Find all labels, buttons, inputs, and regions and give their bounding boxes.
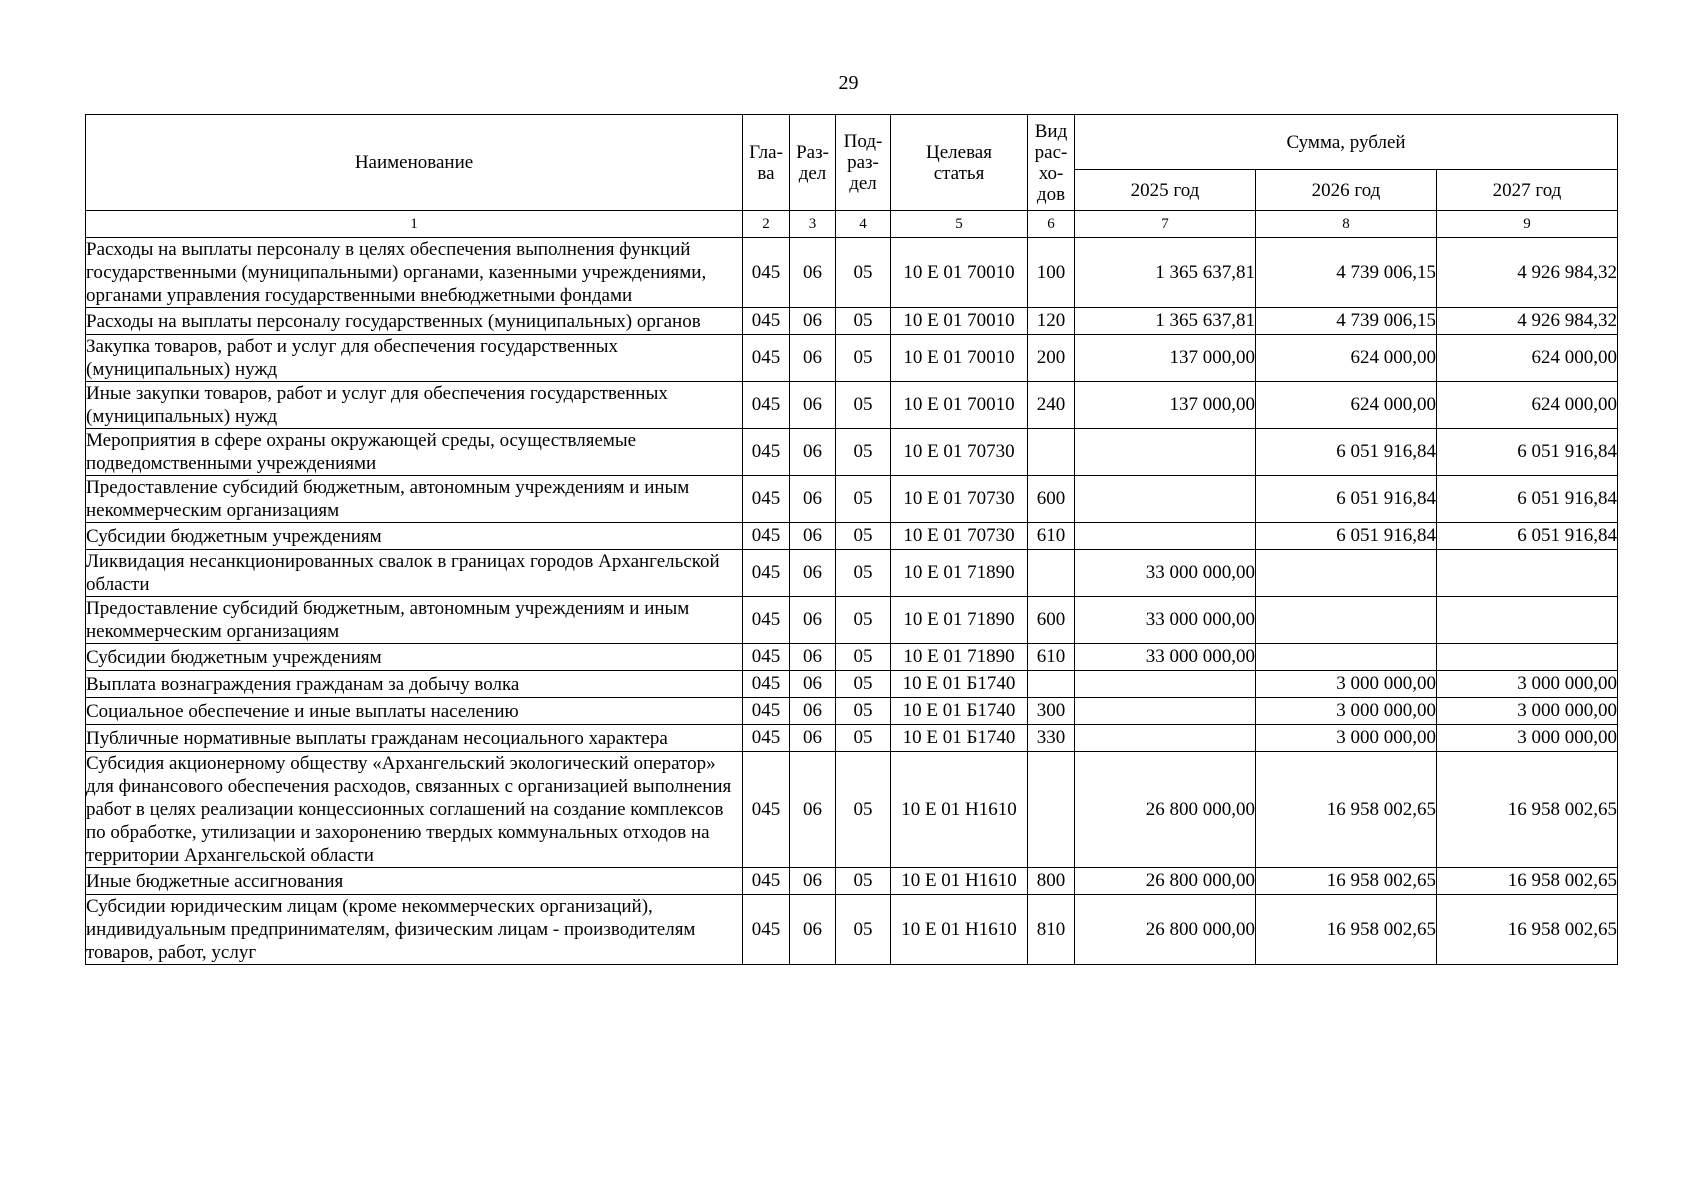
row-sum-2026: 4 739 006,15 bbox=[1256, 308, 1437, 335]
row-glava: 045 bbox=[743, 597, 790, 644]
table-row bbox=[86, 671, 1618, 698]
header-celevaya-statya: Целевая статья bbox=[891, 115, 1028, 211]
row-glava: 045 bbox=[743, 523, 790, 550]
budget-table bbox=[85, 114, 1618, 965]
row-name: Иные закупки товаров, работ и услуг для обеспечения государственных (муниципальных) нужд bbox=[86, 382, 743, 429]
table-row bbox=[86, 429, 1618, 476]
table-row bbox=[86, 644, 1618, 671]
row-celevaya-statya: 10 Е 01 Н1610 bbox=[891, 895, 1028, 965]
row-glava: 045 bbox=[743, 476, 790, 523]
row-podrazdel: 05 bbox=[836, 550, 891, 597]
row-vid-rashodov: 240 bbox=[1028, 382, 1075, 429]
row-podrazdel: 05 bbox=[836, 644, 891, 671]
table-row bbox=[86, 752, 1618, 868]
row-sum-2026: 6 051 916,84 bbox=[1256, 476, 1437, 523]
column-number: 3 bbox=[790, 211, 836, 238]
row-glava: 045 bbox=[743, 868, 790, 895]
row-razdel: 06 bbox=[790, 895, 836, 965]
row-celevaya-statya: 10 Е 01 70010 bbox=[891, 308, 1028, 335]
row-name: Иные бюджетные ассигнования bbox=[86, 868, 743, 895]
row-glava: 045 bbox=[743, 238, 790, 308]
row-vid-rashodov: 610 bbox=[1028, 523, 1075, 550]
row-podrazdel: 05 bbox=[836, 523, 891, 550]
row-vid-rashodov: 800 bbox=[1028, 868, 1075, 895]
table-row bbox=[86, 382, 1618, 429]
row-name: Выплата вознаграждения гражданам за добычу волка bbox=[86, 671, 743, 698]
row-name: Ликвидация несанкционированных свалок в границах городов Архангельской области bbox=[86, 550, 743, 597]
table-row bbox=[86, 238, 1618, 308]
row-vid-rashodov: 100 bbox=[1028, 238, 1075, 308]
row-sum-2027: 16 958 002,65 bbox=[1437, 752, 1618, 868]
row-sum-2026: 4 739 006,15 bbox=[1256, 238, 1437, 308]
row-sum-2025: 1 365 637,81 bbox=[1075, 308, 1256, 335]
row-sum-2025 bbox=[1075, 725, 1256, 752]
row-sum-2027: 624 000,00 bbox=[1437, 382, 1618, 429]
column-number: 2 bbox=[743, 211, 790, 238]
row-celevaya-statya: 10 Е 01 Н1610 bbox=[891, 752, 1028, 868]
row-sum-2027: 6 051 916,84 bbox=[1437, 523, 1618, 550]
row-sum-2025: 33 000 000,00 bbox=[1075, 597, 1256, 644]
row-celevaya-statya: 10 Е 01 71890 bbox=[891, 644, 1028, 671]
row-vid-rashodov: 200 bbox=[1028, 335, 1075, 382]
row-sum-2025: 26 800 000,00 bbox=[1075, 895, 1256, 965]
row-podrazdel: 05 bbox=[836, 382, 891, 429]
row-razdel: 06 bbox=[790, 671, 836, 698]
row-razdel: 06 bbox=[790, 335, 836, 382]
row-glava: 045 bbox=[743, 382, 790, 429]
row-glava: 045 bbox=[743, 698, 790, 725]
row-sum-2026: 624 000,00 bbox=[1256, 382, 1437, 429]
row-name: Расходы на выплаты персоналу государственных (муниципальных) органов bbox=[86, 308, 743, 335]
row-sum-2027 bbox=[1437, 644, 1618, 671]
row-celevaya-statya: 10 Е 01 70730 bbox=[891, 476, 1028, 523]
row-name: Субсидии бюджетным учреждениям bbox=[86, 523, 743, 550]
page-number: 29 bbox=[838, 72, 859, 94]
header-summa: Сумма, рублей bbox=[1075, 115, 1618, 170]
row-sum-2027 bbox=[1437, 550, 1618, 597]
row-name: Закупка товаров, работ и услуг для обеспечения государственных (муниципальных) нужд bbox=[86, 335, 743, 382]
row-sum-2025 bbox=[1075, 698, 1256, 725]
row-razdel: 06 bbox=[790, 550, 836, 597]
table-row bbox=[86, 335, 1618, 382]
header-year-2025: 2025 год bbox=[1075, 170, 1256, 211]
row-sum-2025: 26 800 000,00 bbox=[1075, 752, 1256, 868]
row-razdel: 06 bbox=[790, 597, 836, 644]
table-row bbox=[86, 698, 1618, 725]
column-number: 6 bbox=[1028, 211, 1075, 238]
row-vid-rashodov: 610 bbox=[1028, 644, 1075, 671]
column-number: 1 bbox=[86, 211, 743, 238]
row-podrazdel: 05 bbox=[836, 597, 891, 644]
row-sum-2027: 3 000 000,00 bbox=[1437, 671, 1618, 698]
row-name: Расходы на выплаты персоналу в целях обеспечения выполнения функций государственными (муниципальными) органами, казенными учреждениями, органами управления государственными внебюджетными фондами bbox=[86, 238, 743, 308]
row-name: Публичные нормативные выплаты гражданам несоциального характера bbox=[86, 725, 743, 752]
table-row bbox=[86, 308, 1618, 335]
row-podrazdel: 05 bbox=[836, 671, 891, 698]
row-vid-rashodov bbox=[1028, 429, 1075, 476]
row-sum-2025: 137 000,00 bbox=[1075, 335, 1256, 382]
row-sum-2027: 16 958 002,65 bbox=[1437, 895, 1618, 965]
row-sum-2026: 3 000 000,00 bbox=[1256, 725, 1437, 752]
row-sum-2026: 16 958 002,65 bbox=[1256, 752, 1437, 868]
row-celevaya-statya: 10 Е 01 Б1740 bbox=[891, 698, 1028, 725]
row-name: Субсидии юридическим лицам (кроме некоммерческих организаций), индивидуальным предпринимателям, физическим лицам - производителям товаров, работ, услуг bbox=[86, 895, 743, 965]
row-name: Субсидии бюджетным учреждениям bbox=[86, 644, 743, 671]
row-sum-2026 bbox=[1256, 597, 1437, 644]
row-celevaya-statya: 10 Е 01 71890 bbox=[891, 550, 1028, 597]
row-sum-2027: 3 000 000,00 bbox=[1437, 698, 1618, 725]
row-vid-rashodov: 330 bbox=[1028, 725, 1075, 752]
table-row bbox=[86, 725, 1618, 752]
row-podrazdel: 05 bbox=[836, 308, 891, 335]
row-glava: 045 bbox=[743, 725, 790, 752]
table-row bbox=[86, 523, 1618, 550]
row-glava: 045 bbox=[743, 308, 790, 335]
row-podrazdel: 05 bbox=[836, 698, 891, 725]
row-sum-2025: 137 000,00 bbox=[1075, 382, 1256, 429]
header-year-2027: 2027 год bbox=[1437, 170, 1618, 211]
row-razdel: 06 bbox=[790, 644, 836, 671]
row-name: Предоставление субсидий бюджетным, автономным учреждениям и иным некоммерческим организациям bbox=[86, 476, 743, 523]
row-podrazdel: 05 bbox=[836, 752, 891, 868]
row-podrazdel: 05 bbox=[836, 335, 891, 382]
row-glava: 045 bbox=[743, 429, 790, 476]
row-glava: 045 bbox=[743, 895, 790, 965]
header-name: Наименование bbox=[86, 115, 743, 211]
row-vid-rashodov: 300 bbox=[1028, 698, 1075, 725]
row-razdel: 06 bbox=[790, 868, 836, 895]
row-sum-2025 bbox=[1075, 523, 1256, 550]
column-number: 9 bbox=[1437, 211, 1618, 238]
row-celevaya-statya: 10 Е 01 70730 bbox=[891, 523, 1028, 550]
row-sum-2026: 16 958 002,65 bbox=[1256, 895, 1437, 965]
header-podrazdel: Под- раз- дел bbox=[836, 115, 891, 211]
row-vid-rashodov bbox=[1028, 671, 1075, 698]
row-sum-2025: 1 365 637,81 bbox=[1075, 238, 1256, 308]
row-celevaya-statya: 10 Е 01 71890 bbox=[891, 597, 1028, 644]
row-name: Мероприятия в сфере охраны окружающей среды, осуществляемые подведомственными учреждениями bbox=[86, 429, 743, 476]
row-celevaya-statya: 10 Е 01 70730 bbox=[891, 429, 1028, 476]
row-sum-2026 bbox=[1256, 550, 1437, 597]
row-razdel: 06 bbox=[790, 752, 836, 868]
row-name: Субсидия акционерному обществу «Архангельский экологический оператор» для финансового обеспечения расходов, связанных с организацией выполнения работ в целях реализации концессионных соглашений на создание комплексов по обработке, утилизации и захоронению твердых коммунальных отходов на территории Архангельской области bbox=[86, 752, 743, 868]
row-razdel: 06 bbox=[790, 429, 836, 476]
row-glava: 045 bbox=[743, 752, 790, 868]
column-number: 7 bbox=[1075, 211, 1256, 238]
row-vid-rashodov bbox=[1028, 550, 1075, 597]
row-sum-2025: 33 000 000,00 bbox=[1075, 550, 1256, 597]
row-glava: 045 bbox=[743, 671, 790, 698]
row-podrazdel: 05 bbox=[836, 868, 891, 895]
row-sum-2027 bbox=[1437, 597, 1618, 644]
row-vid-rashodov: 810 bbox=[1028, 895, 1075, 965]
row-vid-rashodov: 120 bbox=[1028, 308, 1075, 335]
row-razdel: 06 bbox=[790, 238, 836, 308]
row-celevaya-statya: 10 Е 01 Б1740 bbox=[891, 725, 1028, 752]
row-sum-2027: 3 000 000,00 bbox=[1437, 725, 1618, 752]
row-celevaya-statya: 10 Е 01 70010 bbox=[891, 382, 1028, 429]
row-podrazdel: 05 bbox=[836, 238, 891, 308]
row-vid-rashodov bbox=[1028, 752, 1075, 868]
row-podrazdel: 05 bbox=[836, 895, 891, 965]
row-sum-2026: 6 051 916,84 bbox=[1256, 523, 1437, 550]
row-sum-2026 bbox=[1256, 644, 1437, 671]
row-sum-2026: 16 958 002,65 bbox=[1256, 868, 1437, 895]
column-number: 5 bbox=[891, 211, 1028, 238]
row-vid-rashodov: 600 bbox=[1028, 476, 1075, 523]
row-razdel: 06 bbox=[790, 382, 836, 429]
row-sum-2025: 33 000 000,00 bbox=[1075, 644, 1256, 671]
row-sum-2026: 624 000,00 bbox=[1256, 335, 1437, 382]
row-sum-2027: 4 926 984,32 bbox=[1437, 308, 1618, 335]
row-celevaya-statya: 10 Е 01 Б1740 bbox=[891, 671, 1028, 698]
row-celevaya-statya: 10 Е 01 70010 bbox=[891, 335, 1028, 382]
row-sum-2025 bbox=[1075, 429, 1256, 476]
column-numbers-row bbox=[86, 211, 1618, 238]
row-razdel: 06 bbox=[790, 308, 836, 335]
row-razdel: 06 bbox=[790, 698, 836, 725]
table-row bbox=[86, 895, 1618, 965]
row-sum-2027: 624 000,00 bbox=[1437, 335, 1618, 382]
row-sum-2025 bbox=[1075, 476, 1256, 523]
row-sum-2026: 6 051 916,84 bbox=[1256, 429, 1437, 476]
row-glava: 045 bbox=[743, 550, 790, 597]
row-vid-rashodov: 600 bbox=[1028, 597, 1075, 644]
row-sum-2027: 6 051 916,84 bbox=[1437, 429, 1618, 476]
table-row bbox=[86, 597, 1618, 644]
row-glava: 045 bbox=[743, 644, 790, 671]
row-sum-2027: 16 958 002,65 bbox=[1437, 868, 1618, 895]
column-number: 4 bbox=[836, 211, 891, 238]
row-sum-2027: 6 051 916,84 bbox=[1437, 476, 1618, 523]
row-celevaya-statya: 10 Е 01 70010 bbox=[891, 238, 1028, 308]
row-celevaya-statya: 10 Е 01 Н1610 bbox=[891, 868, 1028, 895]
row-podrazdel: 05 bbox=[836, 476, 891, 523]
row-podrazdel: 05 bbox=[836, 725, 891, 752]
column-number: 8 bbox=[1256, 211, 1437, 238]
table-row bbox=[86, 550, 1618, 597]
row-sum-2026: 3 000 000,00 bbox=[1256, 698, 1437, 725]
header-year-2026: 2026 год bbox=[1256, 170, 1437, 211]
header-glava: Гла- ва bbox=[743, 115, 790, 211]
row-sum-2025 bbox=[1075, 671, 1256, 698]
table-row bbox=[86, 476, 1618, 523]
row-sum-2025: 26 800 000,00 bbox=[1075, 868, 1256, 895]
row-name: Предоставление субсидий бюджетным, автономным учреждениям и иным некоммерческим организациям bbox=[86, 597, 743, 644]
row-razdel: 06 bbox=[790, 523, 836, 550]
row-razdel: 06 bbox=[790, 476, 836, 523]
header-razdel: Раз- дел bbox=[790, 115, 836, 211]
row-podrazdel: 05 bbox=[836, 429, 891, 476]
row-sum-2027: 4 926 984,32 bbox=[1437, 238, 1618, 308]
row-name: Социальное обеспечение и иные выплаты населению bbox=[86, 698, 743, 725]
table-row bbox=[86, 868, 1618, 895]
header-vid-rashodov: Вид рас- хо- дов bbox=[1028, 115, 1075, 211]
row-sum-2026: 3 000 000,00 bbox=[1256, 671, 1437, 698]
row-glava: 045 bbox=[743, 335, 790, 382]
row-razdel: 06 bbox=[790, 725, 836, 752]
